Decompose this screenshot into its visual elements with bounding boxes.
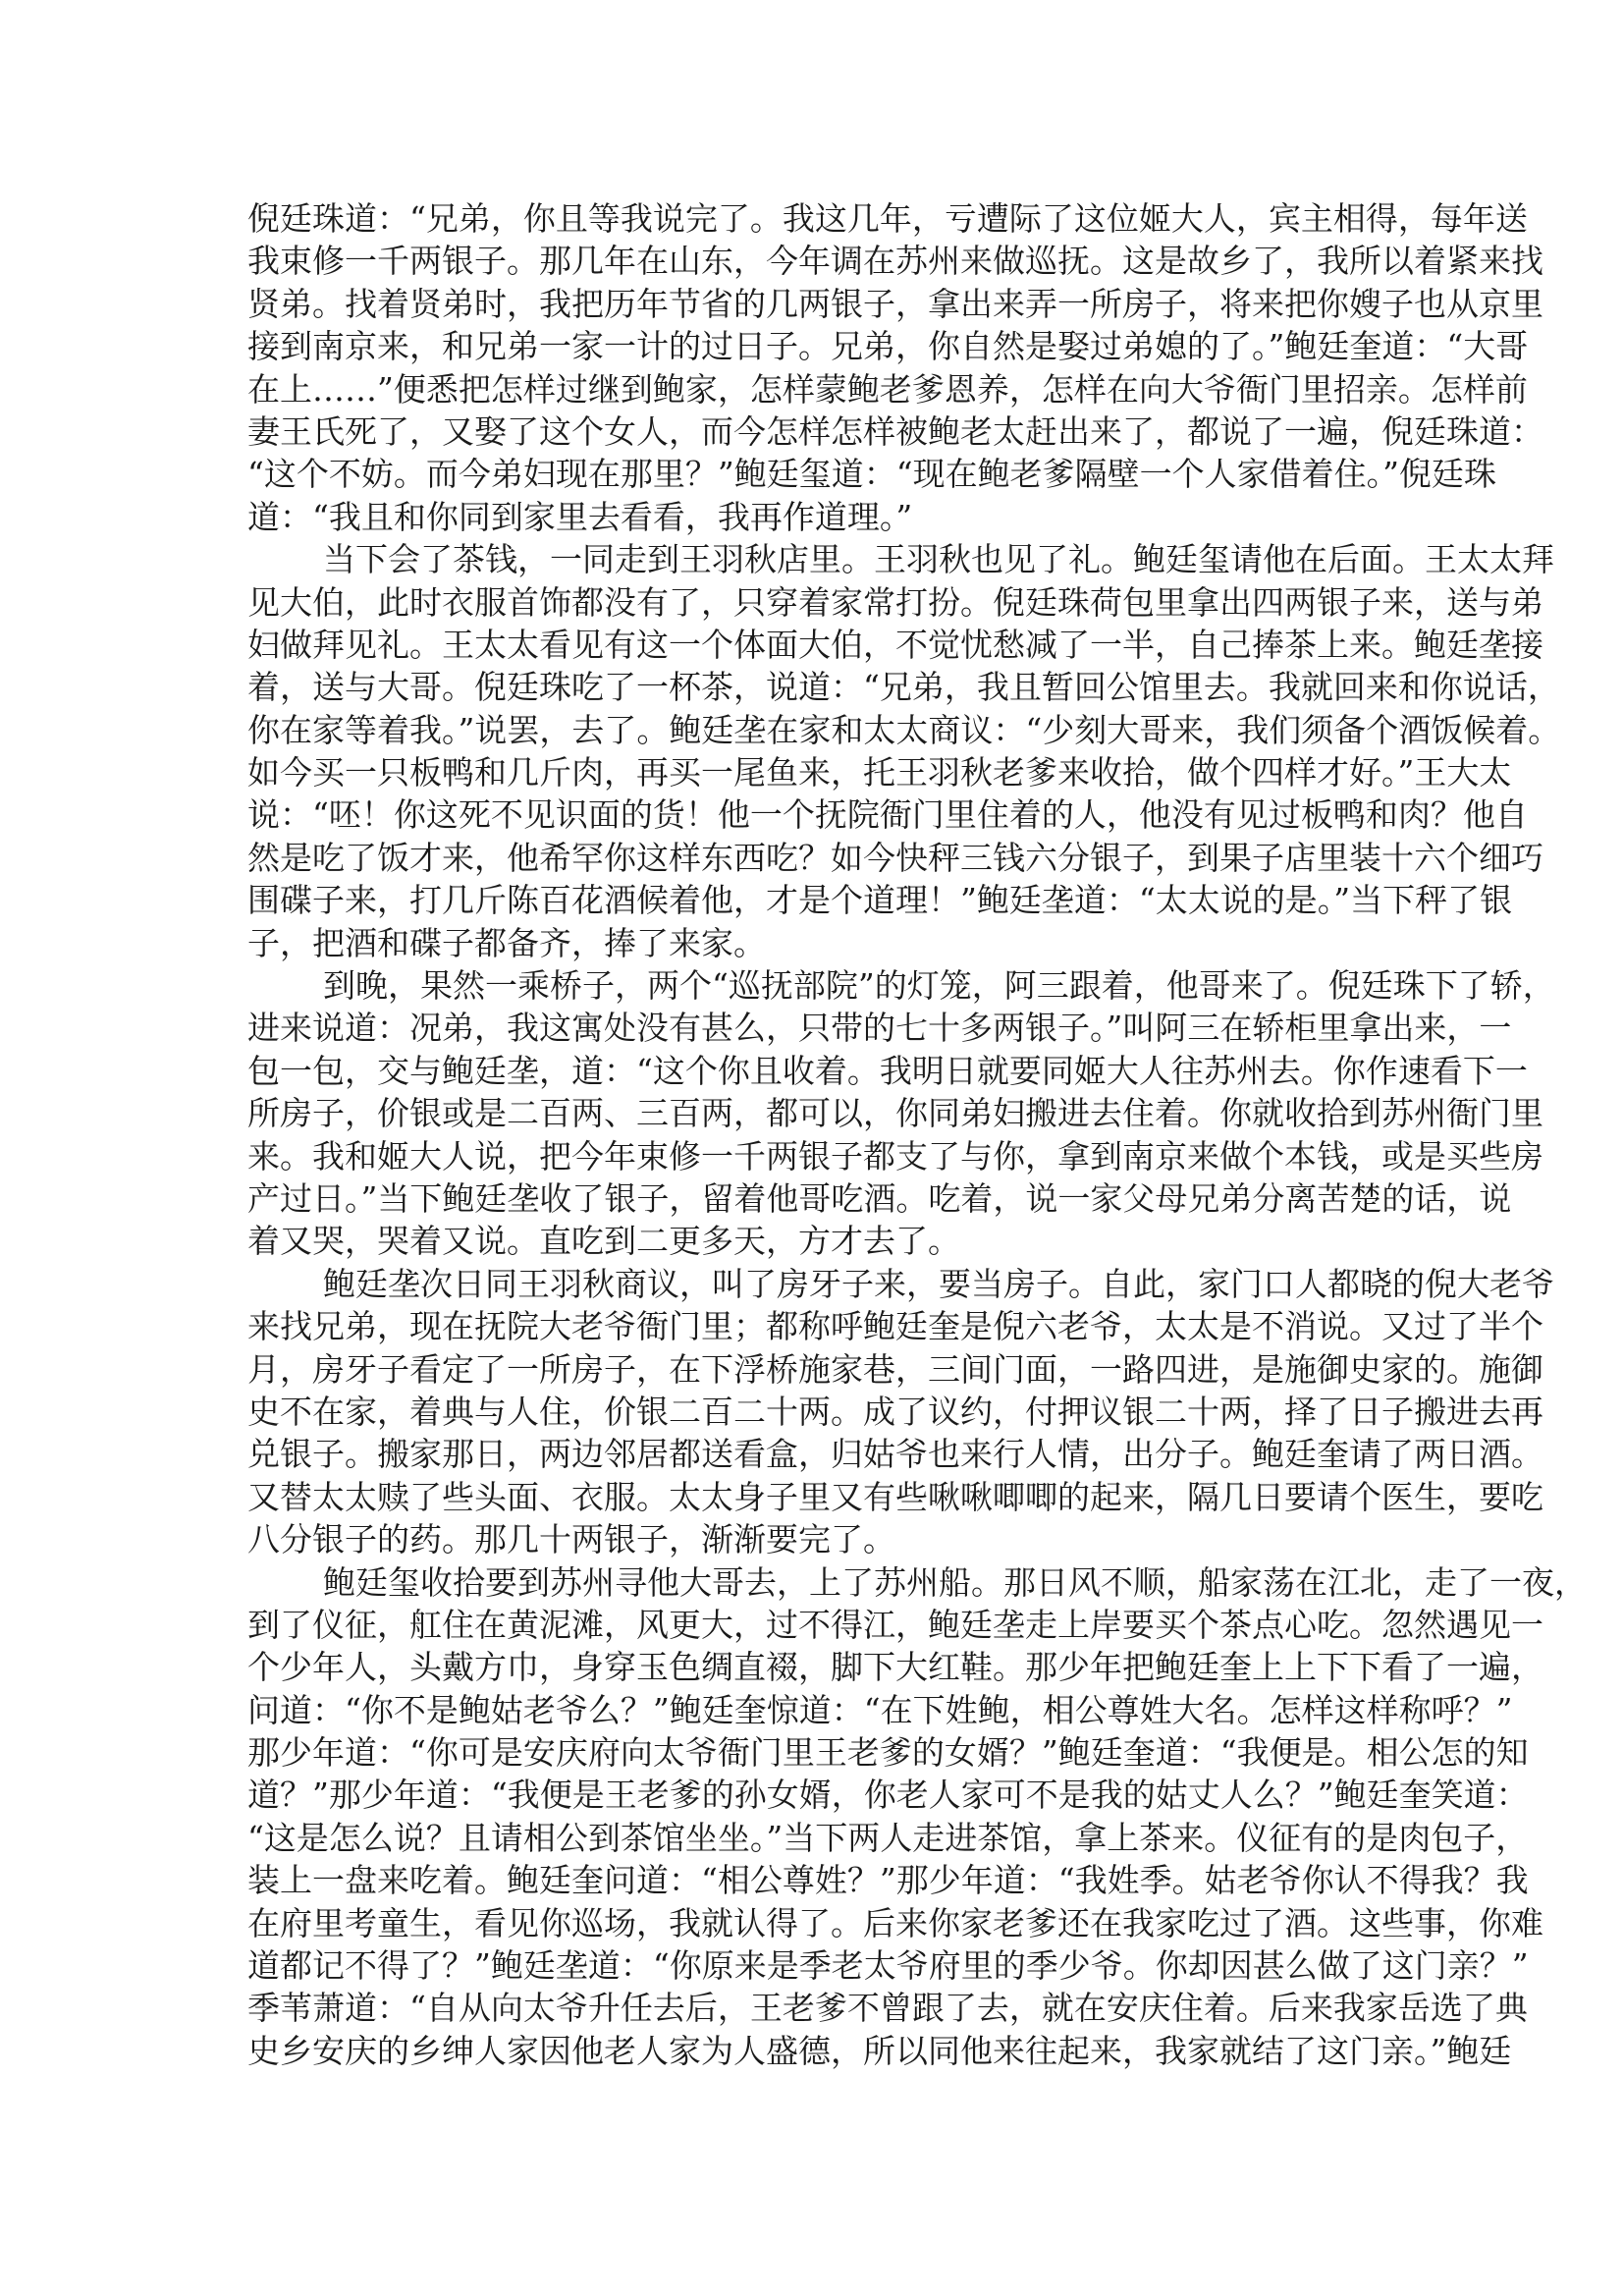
text-line: 子，把酒和碟子都备齐，捧了来家。 — [247, 923, 766, 962]
paragraph — [247, 538, 1561, 964]
text-line: 产过日。”当下鲍廷垄收了银子，留着他哥吃酒。吃着，说一家父母兄弟分离苦楚的话，说 — [247, 1178, 1512, 1218]
text-line: 进来说道：况弟，我这寓处没有甚么，只带的七十多两银子。”叫阿三在轿柜里拿出来，一 — [247, 1009, 1512, 1048]
text-line: 来。我和姬大人说，把今年束修一千两银子都支了与你，拿到南京来做个本钱，或是买些房 — [247, 1136, 1543, 1175]
text-line: 在府里考童生，看见你巡场，我就认得了。后来你家老爹还在我家吃过了酒。这些事，你难 — [247, 1903, 1543, 1942]
text-line: 到晚，果然一乘桥子，两个“巡抚部院”的灯笼，阿三跟着，他哥来了。倪廷珠下了轿， — [323, 966, 1555, 1006]
text-line: 那少年道：“你可是安庆府向太爷衙门里王老爹的女婿？”鲍廷奎道：“我便是。相公怎的知 — [247, 1733, 1529, 1773]
text-line: 道都记不得了？”鲍廷垄道：“你原来是季老太爷府里的季少爷。你却因甚么做了这门亲？” — [247, 1946, 1529, 1986]
paragraph — [247, 197, 1543, 538]
text-line: 史乡安庆的乡绅人家因他老人家为人盛德，所以同他来往起来，我家就结了这门亲。”鲍廷 — [247, 2031, 1512, 2070]
text-line: 说：“呸！你这死不见识面的货！他一个抚院衙门里住着的人，他没有见过板鸭和肉？他自 — [247, 795, 1528, 835]
text-line: 在上……”便悉把怎样过继到鲍家，怎样蒙鲍老爹恩养，怎样在向大爷衙门里招亲。怎样前 — [247, 369, 1528, 409]
text-line: 来找兄弟，现在抚院大老爷衙门里；都称呼鲍廷奎是倪六老爷，太太是不消说。又过了半个 — [247, 1307, 1543, 1346]
text-line: 史不在家，着典与人住，价银二百二十两。成了议约，付押议银二十两，择了日子搬进去再 — [247, 1392, 1543, 1431]
text-line: 然是吃了饭才来，他希罕你这样东西吃？如今快秤三钱六分银子，到果子店里装十六个细巧 — [247, 838, 1543, 877]
text-line: 八分银子的药。那几十两银子，渐渐要完了。 — [247, 1520, 895, 1559]
text-line: 季苇萧道：“自从向太爷升任去后，王老爹不曾跟了去，就在安庆住着。后来我家岳选了典 — [247, 1989, 1528, 2028]
text-line: 鲍廷玺收拾要到苏州寻他大哥去，上了苏州船。那日风不顺，船家荡在江北，走了一夜， — [323, 1562, 1587, 1602]
text-line: 倪廷珠道：“兄弟，你且等我说完了。我这几年，亏遭际了这位姬大人，宾主相得，每年送 — [247, 199, 1528, 238]
text-line: “这是怎么说？且请相公到茶馆坐坐。”当下两人走进茶馆，拿上茶来。仪征有的是肉包子， — [247, 1818, 1529, 1857]
text-line: 围碟子来，打几斤陈百花酒候着他，才是个道理！”鲍廷垄道：“太太说的是。”当下秤了银 — [247, 881, 1513, 920]
text-line: 又替太太赎了些头面、衣服。太太身子里又有些啾啾唧唧的起来，隔几日要请个医生，要吃 — [247, 1477, 1543, 1516]
text-line: 见大伯，此时衣服首饰都没有了，只穿着家常打扮。倪廷珠荷包里拿出四两银子来，送与弟 — [247, 582, 1543, 622]
text-line: “这个不妨。而今弟妇现在那里？”鲍廷玺道：“现在鲍老爹隔壁一个人家借着住。”倪廷珠 — [247, 455, 1496, 494]
text-line: 道？”那少年道：“我便是王老爹的孙女婿，你老人家可不是我的姑丈人么？”鲍廷奎笑道： — [247, 1776, 1529, 1815]
text-line: 兑银子。搬家那日，两边邻居都送看盒，归姑爷也来行人情，出分子。鲍廷奎请了两日酒。 — [247, 1435, 1543, 1474]
text-line: 我束修一千两银子。那几年在山东，今年调在苏州来做巡抚。这是故乡了，我所以着紧来找 — [247, 242, 1543, 281]
paragraph — [247, 1263, 1554, 1561]
text-line: 个少年人，头戴方巾，身穿玉色绸直裰，脚下大红鞋。那少年把鲍廷奎上上下下看了一遍， — [247, 1648, 1543, 1687]
document-body — [247, 197, 1587, 2072]
text-line: 妻王氏死了，又娶了这个女人，而今怎样怎样被鲍老太赶出来了，都说了一遍，倪廷珠道： — [247, 411, 1543, 451]
paragraph — [247, 964, 1555, 1263]
text-line: 接到南京来，和兄弟一家一计的过日子。兄弟，你自然是娶过弟媳的了。”鲍廷奎道：“大哥 — [247, 327, 1529, 366]
text-line: 月，房牙子看定了一所房子，在下浮桥施家巷，三间门面，一路四进，是施御史家的。施御 — [247, 1349, 1543, 1389]
text-line: 着，送与大哥。倪廷珠吃了一杯茶，说道：“兄弟，我且暂回公馆里去。我就回来和你说话， — [247, 668, 1560, 707]
text-line: 当下会了茶钱，一同走到王羽秋店里。王羽秋也见了礼。鲍廷玺请他在后面。王太太拜 — [323, 540, 1554, 579]
text-line: 问道：“你不是鲍姑老爷么？”鲍廷奎惊道：“在下姓鲍，相公尊姓大名。怎样这样称呼？” — [247, 1690, 1513, 1729]
text-line: 你在家等着我。”说罢，去了。鲍廷垄在家和太太商议：“少刻大哥来，我们须备个酒饭候着。 — [247, 710, 1561, 749]
text-line: 妇做拜见礼。王太太看见有这一个体面大伯，不觉忧愁减了一半，自己捧茶上来。鲍廷垄接 — [247, 625, 1543, 664]
text-line: 着又哭，哭着又说。直吃到二更多天，方才去了。 — [247, 1222, 960, 1261]
paragraph — [247, 1561, 1587, 2073]
text-line: 装上一盘来吃着。鲍廷奎问道：“相公尊姓？”那少年道：“我姓季。姑老爷你认不得我？我 — [247, 1861, 1529, 1900]
text-line: 道：“我且和你同到家里去看看，我再作道理。” — [247, 497, 913, 536]
text-line: 所房子，价银或是二百两、三百两，都可以，你同弟妇搬进去住着。你就收拾到苏州衙门里 — [247, 1094, 1543, 1133]
text-line: 鲍廷垄次日同王羽秋商议，叫了房牙子来，要当房子。自此，家门口人都晓的倪大老爷 — [323, 1264, 1554, 1303]
text-line: 贤弟。找着贤弟时，我把历年节省的几两银子，拿出来弄一所房子，将来把你嫂子也从京里 — [247, 284, 1543, 323]
text-line: 到了仪征，舡住在黄泥滩，风更大，过不得江，鲍廷垄走上岸要买个茶点心吃。忽然遇见一 — [247, 1605, 1543, 1644]
text-line: 如今买一只板鸭和几斤肉，再买一尾鱼来，托王羽秋老爹来收拾，做个四样才好。”王大太 — [247, 753, 1512, 793]
text-line: 包一包，交与鲍廷垄，道：“这个你且收着。我明日就要同姬大人往苏州去。你作速看下一 — [247, 1051, 1528, 1090]
